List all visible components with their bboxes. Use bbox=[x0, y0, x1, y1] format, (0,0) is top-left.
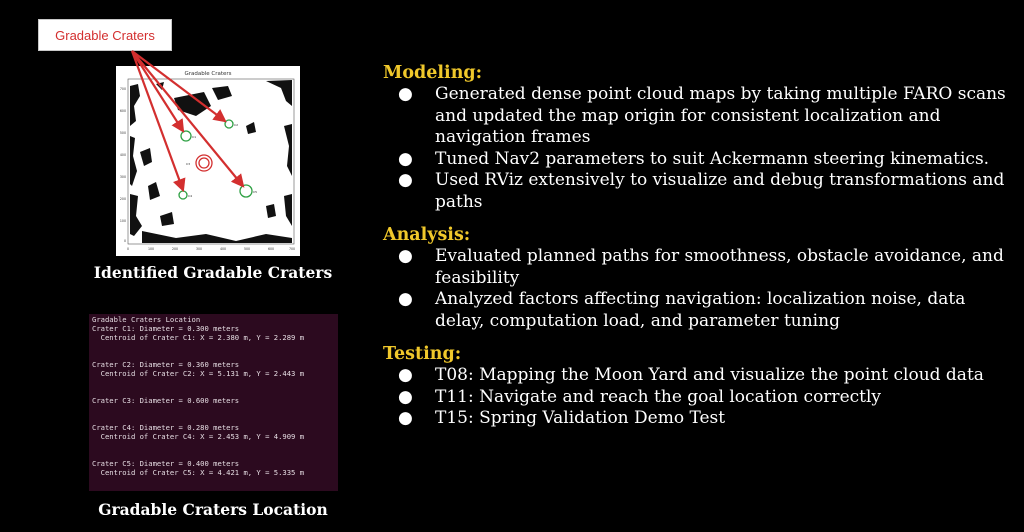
bullet-dot-icon: ● bbox=[398, 84, 413, 104]
y-tick: 700 bbox=[119, 87, 126, 91]
terminal-line bbox=[92, 387, 335, 396]
crater-map-plot bbox=[116, 66, 300, 256]
section-title: Analysis: bbox=[383, 225, 471, 245]
terminal-line: Crater C3: Diameter = 0.600 meters bbox=[92, 396, 240, 405]
section-testing bbox=[383, 344, 1013, 430]
bullet-item bbox=[383, 246, 1013, 289]
bullet-item bbox=[383, 84, 1013, 149]
crater-map-figure bbox=[116, 66, 300, 256]
x-tick: 100 bbox=[147, 247, 155, 251]
x-tick: 500 bbox=[243, 247, 251, 251]
x-tick: 200 bbox=[171, 247, 179, 251]
terminal-line: Gradable Craters Location bbox=[92, 315, 201, 324]
bullet-dot-icon: ● bbox=[398, 365, 413, 385]
crater-label: C2 bbox=[234, 123, 239, 127]
y-tick: 500 bbox=[119, 131, 126, 135]
terminal-line bbox=[92, 342, 335, 351]
bullet-item bbox=[383, 149, 1013, 171]
plot-frame bbox=[128, 79, 294, 244]
figure-title: Gradable Craters bbox=[184, 71, 232, 77]
y-tick: 200 bbox=[119, 197, 126, 201]
terminal-line: Centroid of Crater C2: X = 5.131 m, Y = 2.443 m bbox=[92, 369, 305, 378]
section-title: Modeling: bbox=[383, 63, 483, 83]
y-tick: 0 bbox=[123, 239, 126, 243]
bullet-dot-icon: ● bbox=[398, 386, 413, 407]
bullet-text: Used RViz extensively to visualize and debug transformations and paths bbox=[435, 170, 1005, 212]
bullet-text: Generated dense point cloud maps by taking multiple FARO scans and updated the map origin for consistent localization and navigation frames bbox=[435, 84, 1006, 147]
bullet-list bbox=[383, 246, 1013, 332]
terminal-line: Centroid of Crater C5: X = 4.421 m, Y = 5.335 m bbox=[92, 468, 305, 477]
terminal-line: Centroid of Crater C1: X = 2.380 m, Y = 2.289 m bbox=[92, 333, 305, 342]
section-analysis bbox=[383, 225, 1013, 332]
terminal-line bbox=[92, 351, 335, 360]
crater-label: C3 bbox=[186, 162, 191, 166]
x-tick: 400 bbox=[219, 247, 227, 251]
bullet-item bbox=[383, 289, 1013, 332]
bullet-dot-icon: ● bbox=[398, 408, 413, 428]
y-tick: 100 bbox=[119, 219, 126, 223]
y-tick: 300 bbox=[119, 175, 126, 179]
bullet-list bbox=[383, 365, 1013, 430]
terminal-line: Crater C5: Diameter = 0.400 meters bbox=[92, 459, 240, 468]
bullet-item bbox=[383, 408, 1013, 430]
terminal-line bbox=[92, 450, 335, 459]
terminal-line bbox=[92, 441, 335, 450]
crater-location-terminal bbox=[89, 314, 338, 491]
bullet-item bbox=[383, 387, 1013, 409]
bullet-item bbox=[383, 170, 1013, 213]
sections-column bbox=[383, 63, 1013, 442]
x-tick: 600 bbox=[267, 247, 275, 251]
terminal-line bbox=[92, 414, 335, 423]
bullet-text: T08: Mapping the Moon Yard and visualize the point cloud data bbox=[435, 365, 984, 385]
bullet-text: T11: Navigate and reach the goal location correctly bbox=[435, 386, 882, 407]
crater-location-caption: Gradable Craters Location bbox=[98, 500, 328, 519]
section-title: Testing: bbox=[383, 344, 462, 364]
bullet-dot-icon: ● bbox=[398, 148, 413, 169]
terminal-line: Crater C4: Diameter = 0.280 meters bbox=[92, 423, 240, 432]
bullet-dot-icon: ● bbox=[398, 170, 413, 190]
y-tick: 600 bbox=[119, 109, 126, 113]
y-tick: 400 bbox=[119, 153, 126, 157]
terminal-line: Centroid of Crater C4: X = 2.453 m, Y = 4.909 m bbox=[92, 432, 305, 441]
terminal-line bbox=[92, 405, 335, 414]
x-tick: 700 bbox=[288, 247, 296, 251]
crater-label: C1 bbox=[192, 135, 197, 139]
bullet-text: Analyzed factors affecting navigation: localization noise, data delay, computation load, and parameter tuning bbox=[435, 289, 966, 331]
terminal-line: Crater C2: Diameter = 0.360 meters bbox=[92, 360, 240, 369]
x-tick: 300 bbox=[195, 247, 203, 251]
bullet-text: Evaluated planned paths for smoothness, obstacle avoidance, and feasibility bbox=[435, 246, 1004, 288]
x-tick: 0 bbox=[126, 247, 130, 251]
bullet-text: T15: Spring Validation Demo Test bbox=[435, 408, 726, 428]
bullet-dot-icon: ● bbox=[398, 246, 413, 266]
bullet-text: Tuned Nav2 parameters to suit Ackermann steering kinematics. bbox=[435, 148, 990, 169]
crater-label: C5 bbox=[253, 190, 258, 194]
terminal-line bbox=[92, 378, 335, 387]
crater-label: C4 bbox=[188, 194, 193, 198]
terminal-line: Crater C1: Diameter = 0.300 meters bbox=[92, 324, 240, 333]
bullet-dot-icon: ● bbox=[398, 289, 413, 309]
identified-craters-caption: Identified Gradable Craters bbox=[93, 263, 333, 282]
bullet-item bbox=[383, 365, 1013, 387]
gradable-craters-callout: Gradable Craters bbox=[38, 19, 172, 51]
bullet-list bbox=[383, 84, 1013, 213]
section-modeling bbox=[383, 63, 1013, 213]
